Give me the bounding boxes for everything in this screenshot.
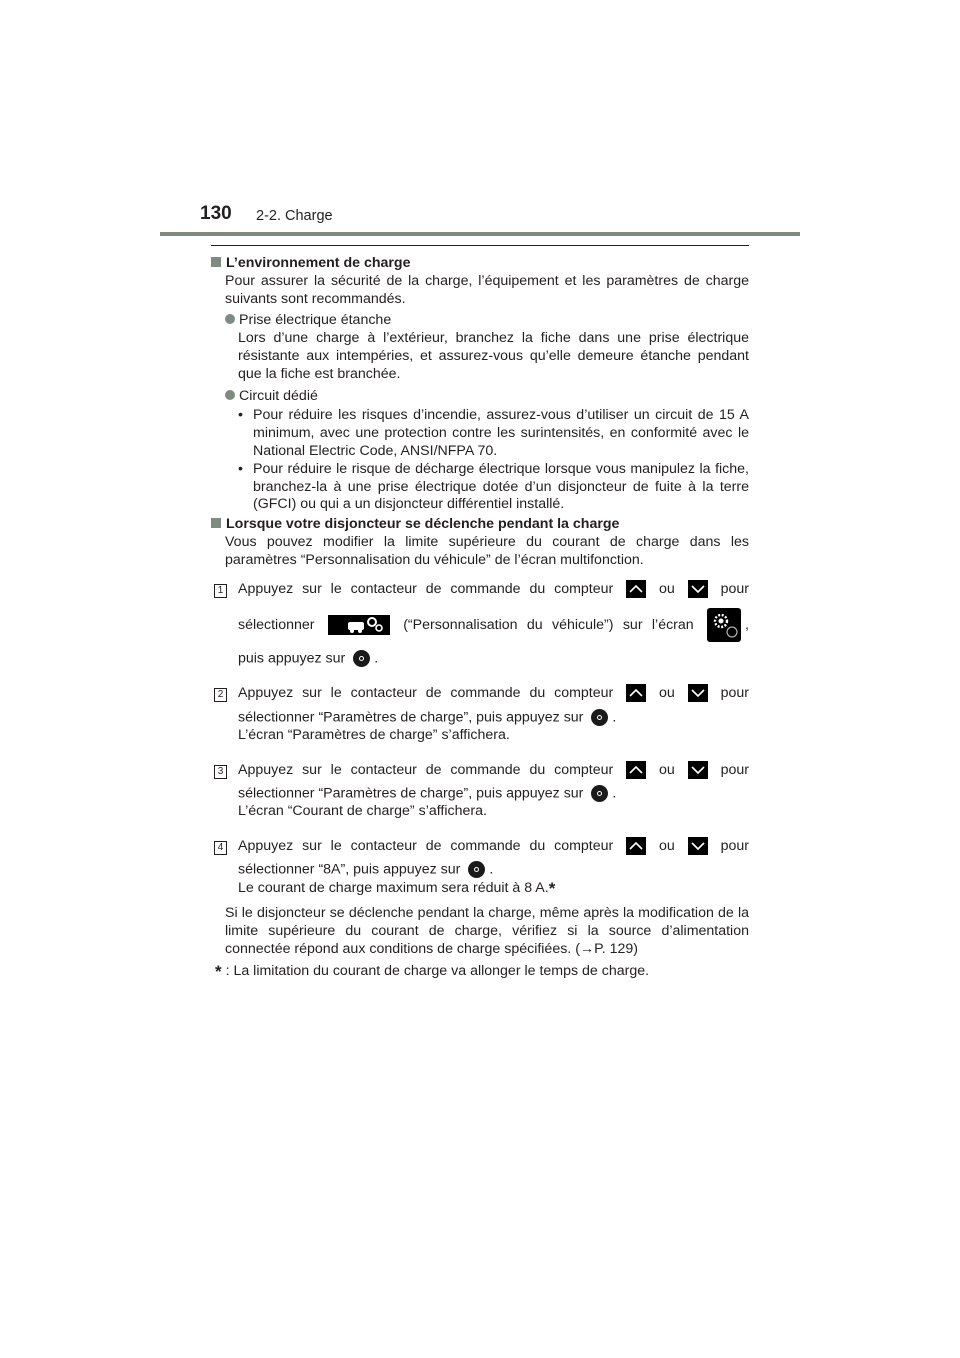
chevron-down-icon: [688, 761, 708, 779]
page-number: 130: [200, 203, 232, 224]
env-intro: Pour assurer la sécurité de la charge, l’équipement et les paramètres de charge suivants sont recommandés.: [225, 272, 749, 307]
env-item2-title: Circuit dédié: [211, 388, 749, 406]
ok-button-icon: [591, 785, 608, 802]
content: [211, 255, 749, 981]
step-number: 3: [214, 765, 227, 779]
env-heading: L’environnement de charge: [211, 255, 749, 273]
chevron-down-icon: [688, 580, 708, 598]
content-rule: [211, 245, 749, 246]
bullet-mark: •: [238, 460, 243, 477]
vehicle-settings-icon: [328, 615, 390, 635]
square-bullet-icon: [211, 518, 221, 528]
chevron-up-icon: [626, 580, 646, 598]
step-number: 4: [214, 841, 227, 855]
chevron-down-icon: [688, 837, 708, 855]
settings-screen-icon: [707, 608, 741, 642]
step-1: 1 Appuyez sur le contacteur de commande du compteur ou pour sélectionner (“Personnalisation du véhicule”) sur l’écran , puis appuyez sur .: [211, 580, 749, 669]
chevron-up-icon: [626, 761, 646, 779]
step-4: 4 Appuyez sur le contacteur de commande du compteur ou pour sélectionner “8A”, puis appuyez sur . Le courant de charge maximum sera réduit à 8 A.*: [211, 837, 749, 897]
chevron-up-icon: [626, 837, 646, 855]
circle-bullet-icon: [225, 390, 235, 400]
env-bullet-2: • Pour réduire le risque de décharge électrique lorsque vous manipulez la fiche, branchez-la à une prise électrique dotée d’un disjoncteur de fuite à la terre (GFCI) ou qui a un disjoncteur différentiel installé.: [238, 460, 749, 513]
footnote-star: *: [215, 961, 222, 981]
ok-button-icon: [468, 861, 485, 878]
header-rule: [160, 232, 800, 236]
section-title: 2-2. Charge: [256, 208, 333, 224]
ok-button-icon: [353, 650, 370, 667]
footnote: * : La limitation du courant de charge va allonger le temps de charge.: [215, 961, 650, 981]
page-reference-link[interactable]: P. 129): [594, 940, 639, 957]
breaker-note: Si le disjoncteur se déclenche pendant la charge, même après la modification de la limite supérieure du courant de charge, vérifiez si la source d’alimentation connectée répond aux conditions de charge spécifiées. (→P. 129): [225, 905, 749, 957]
ok-button-icon: [591, 709, 608, 726]
bullet-mark: •: [238, 407, 243, 424]
breaker-heading: Lorsque votre disjoncteur se déclenche pendant la charge: [211, 516, 749, 534]
step-number: 2: [214, 688, 227, 702]
step-number: 1: [214, 584, 227, 598]
env-bullet-1: • Pour réduire les risques d’incendie, assurez-vous d’utiliser un circuit de 15 A minimum, avec une protection contre les surintensités, en conformité avec le National Electric Code, ANSI/NFPA 70.: [238, 407, 749, 459]
breaker-intro: Vous pouvez modifier la limite supérieure du courant de charge dans les paramètres “Personnalisation du véhicule” de l’écran multifonction.: [225, 533, 749, 568]
chevron-up-icon: [626, 684, 646, 702]
env-item1-title: Prise électrique étanche: [211, 312, 749, 330]
circle-bullet-icon: [225, 314, 235, 324]
env-item1-text: Lors d’une charge à l’extérieur, branchez la fiche dans une prise électrique résistante aux intempéries, et assurez-vous qu’elle demeure étanche pendant que la fiche est branchée.: [238, 330, 749, 382]
step-2: 2 Appuyez sur le contacteur de commande du compteur ou pour sélectionner “Paramètres de charge”, puis appuyez sur . L’écran “Paramètres de charge” s’affichera.: [211, 684, 749, 744]
arrow-icon: →: [579, 940, 595, 957]
footnote-marker: *: [548, 878, 556, 898]
square-bullet-icon: [211, 257, 221, 267]
step-3: 3 Appuyez sur le contacteur de commande du compteur ou pour sélectionner “Paramètres de charge”, puis appuyez sur . L’écran “Courant de charge” s’affichera.: [211, 761, 749, 821]
chevron-down-icon: [688, 684, 708, 702]
